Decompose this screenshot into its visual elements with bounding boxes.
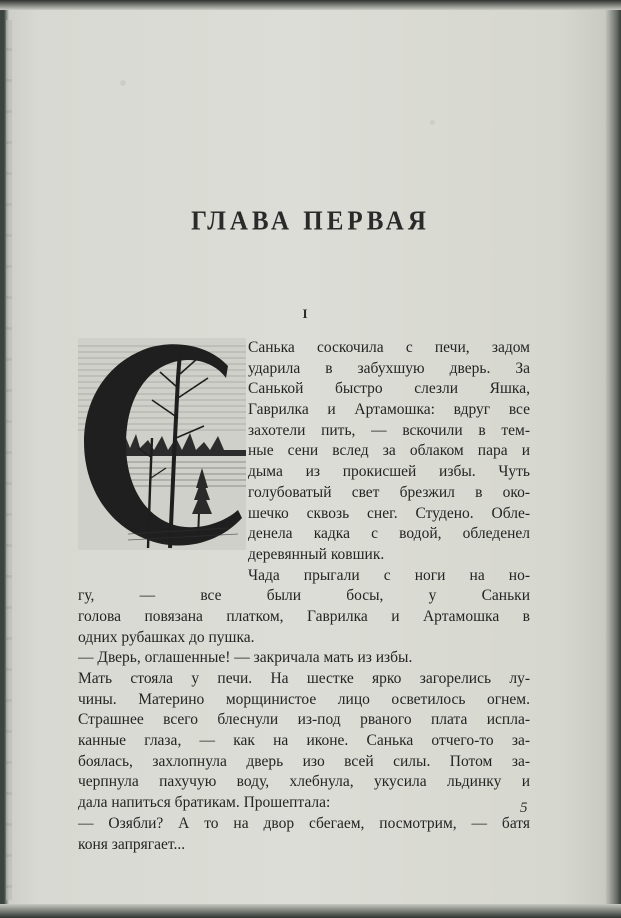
text-line: Страшнее всего блеснули из-под рваного плата испла- xyxy=(78,711,530,729)
text-line: захотели пить, — вскочили в тем- xyxy=(248,421,530,439)
body-text xyxy=(78,338,530,855)
text-line: гу, — все были босы, у Саньки xyxy=(78,587,530,605)
text-line: канные глаза, — как на иконе. Санька отчего-то за- xyxy=(78,732,530,750)
text-line: ударила в забухшую дверь. За xyxy=(248,359,530,377)
paper-spot xyxy=(120,80,126,86)
text-line: боялась, захлопнула дверь изо всей силы. Потом за- xyxy=(78,752,530,770)
text-line: коня запрягает... xyxy=(78,835,186,853)
text-line: черпнула пахучую воду, хлебнула, укусила льдинку и xyxy=(78,773,530,791)
text-line: — Дверь, оглашенные! — закричала мать из избы. xyxy=(78,649,413,667)
text-line: голубоватый свет брезжил в око- xyxy=(248,483,530,501)
text-line: Санькой быстро слезли Яшка, xyxy=(248,380,530,398)
text-line: Чада прыгали с ноги на но- xyxy=(248,566,530,584)
text-line: голова повязана платком, Гаврилка и Артамошка в xyxy=(78,607,530,625)
chapter-title: ГЛАВА ПЕРВАЯ xyxy=(191,206,430,237)
page-number: 5 xyxy=(520,800,528,816)
text-line: Гаврилка и Артамошка: вдруг все xyxy=(248,401,530,419)
text-line: Санька соскочила с печи, задом xyxy=(248,339,530,356)
text-line: Мать стояла у печи. На шестке ярко загорелись лу- xyxy=(78,670,530,687)
page-spine-edge xyxy=(6,20,12,900)
section-number: I xyxy=(302,306,308,321)
text-line: дала напиться братикам. Прошептала: xyxy=(78,794,331,812)
text-line: шечко сквозь снег. Студено. Обле- xyxy=(248,504,530,522)
paper-spot xyxy=(430,120,435,125)
text-line: — Озябли? А то на двор сбегаем, посмотрим, — батя xyxy=(78,814,530,832)
text-line: одних рубашках до пушка. xyxy=(78,628,255,646)
text-line: деревянный ковшик. xyxy=(248,545,385,563)
wrapped-paragraph xyxy=(248,338,530,586)
text-line: чины. Материно морщинистое лицо осветилось огнем. xyxy=(78,690,530,708)
text-line: ные сени вслед за облаком пара и xyxy=(248,442,530,460)
text-line: денела кадка с водой, обледенел xyxy=(248,525,530,543)
text-line: дыма из прокисшей избы. Чуть xyxy=(248,463,530,481)
